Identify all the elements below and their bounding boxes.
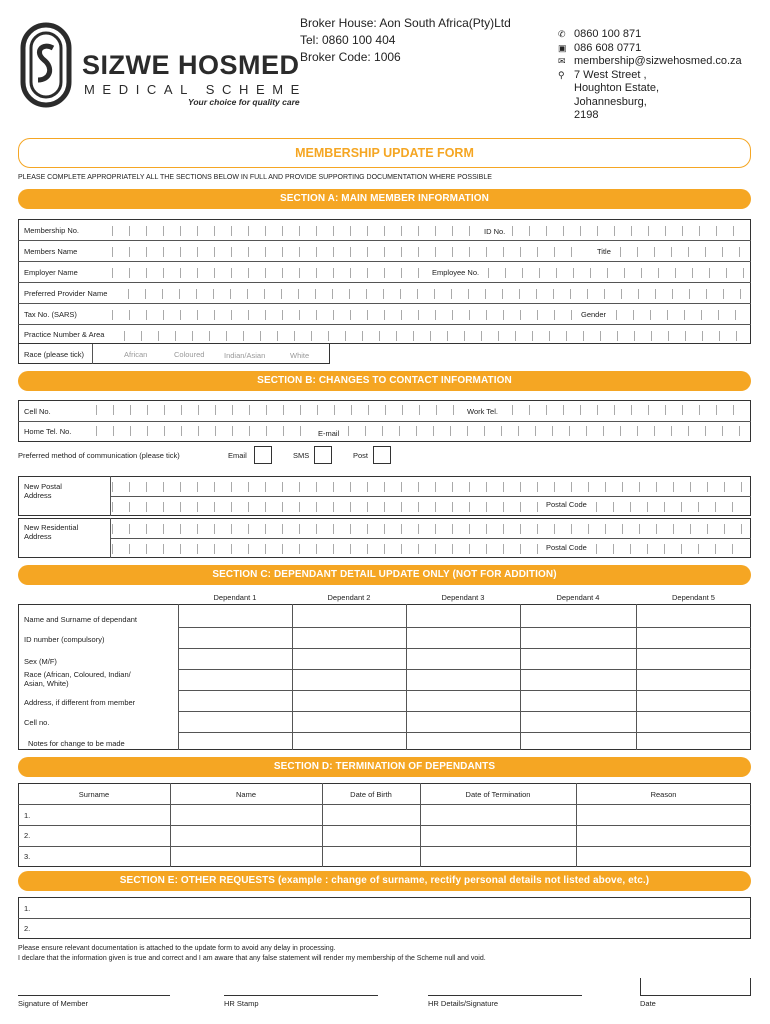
postal-address-label: New Postal [24,482,62,491]
section-e-header: SECTION E: OTHER REQUESTS (example : change of surname, rectify personal details not listed above, etc.) [18,871,751,891]
gender-input[interactable] [616,310,744,320]
members-name-input[interactable] [112,247,588,257]
tax-input[interactable] [112,310,572,320]
sms-option-label: SMS [293,451,310,460]
address-line: Houghton Estate, [574,82,660,94]
dependant-5-header: Dependant 5 [672,593,715,602]
address-line: Johannesburg, [574,95,647,108]
contact-email[interactable]: membership@sizwehosmed.co.za [574,55,742,67]
dependant-row-notes: Notes for change to be made [28,739,125,748]
logo-mark-icon [20,22,72,108]
dependant-3-header: Dependant 3 [441,593,485,602]
work-tel-input[interactable] [512,405,744,415]
section-d-header: SECTION D: TERMINATION OF DEPENDANTS [18,757,751,777]
address-line: 2198 [574,109,599,121]
preferred-method-label: Preferred method of communication (please tick) [18,451,180,460]
phone-icon: ✆ [558,29,566,39]
post-option-label: Post [353,451,369,460]
gender-label: Gender [581,310,607,319]
race-option-indian-asian[interactable]: Indian/Asian [224,351,266,360]
date-box[interactable] [640,978,751,996]
dependant-row-race: Race (African, Coloured, Indian/ [24,670,131,679]
col-dob: Date of Birth [350,790,392,799]
residential-address-label-2: Address [24,532,52,541]
id-no-input[interactable] [512,226,744,236]
logo-brand: SIZWE HOSMED [82,50,300,80]
postal-address-label-2: Address [24,491,52,500]
provider-input[interactable] [128,289,744,299]
fax-icon: ▣ [558,42,567,53]
email-label: E-mail [318,429,340,438]
title-input[interactable] [620,247,744,257]
col-surname: Surname [78,790,110,799]
membership-no-input[interactable] [112,226,472,236]
title-label: Title [597,247,611,256]
instruction: PLEASE COMPLETE APPROPRIATELY ALL THE SECTIONS BELOW IN FULL AND PROVIDE SUPPORTING DOCUMENTATION WHERE POSSIBLE [18,174,492,181]
dependant-4-header: Dependant 4 [556,593,600,602]
residential-address-input-1[interactable] [112,524,744,534]
dependant-1-header: Dependant 1 [213,593,257,602]
section-c-header: SECTION C: DEPENDANT DETAIL UPDATE ONLY (NOT FOR ADDITION) [18,565,751,585]
dependant-row-name: Name and Surname of dependant [24,615,137,624]
home-tel-label: Home Tel. No. [24,427,72,436]
email-icon: ✉ [558,56,566,66]
employee-no-input[interactable] [488,268,744,278]
broker-house: Broker House: Aon South Africa(Pty)Ltd [300,16,511,30]
practice-input[interactable] [124,331,744,341]
termination-row-number: 2. [24,831,31,840]
postal-code-input[interactable] [596,502,744,512]
location-pin-icon: ⚲ [558,69,565,80]
contact-info [558,28,742,123]
email-option-label: Email [228,451,247,460]
residential-postal-code-label: Postal Code [546,543,587,552]
section-a-header: SECTION A: MAIN MEMBER INFORMATION [18,189,751,209]
provider-label: Preferred Provider Name [24,289,108,298]
dependant-row-id: ID number (compulsory) [24,635,105,644]
broker-info [300,15,511,66]
email-input[interactable] [348,426,744,436]
dependant-row-cell: Cell no. [24,718,50,727]
home-tel-input[interactable] [96,426,312,436]
dependant-2-header: Dependant 2 [327,593,371,602]
post-checkbox[interactable] [373,446,391,464]
col-reason: Reason [650,790,677,799]
race-option-african[interactable]: African [124,350,148,359]
race-label: Race (please tick) [24,350,85,359]
tax-label: Tax No. (SARS) [24,310,77,319]
employee-no-label: Employee No. [432,268,480,277]
residential-address-input-2[interactable] [112,544,540,554]
form-title: MEMBERSHIP UPDATE FORM [295,146,474,160]
termination-row-number: 1. [24,811,31,820]
date-label: Date [640,999,656,1008]
cell-label: Cell No. [24,407,51,416]
members-name-label: Members Name [24,247,78,256]
race-option-white[interactable]: White [290,351,310,360]
employer-input[interactable] [112,268,424,278]
id-no-label: ID No. [484,227,506,236]
dependant-row-address: Address, if different from member [24,698,136,707]
section-b-header: SECTION B: CHANGES TO CONTACT INFORMATION [18,371,751,391]
logo-sub: MEDICAL SCHEME [84,82,307,97]
signature-member-label: Signature of Member [18,999,89,1008]
work-tel-label: Work Tel. [467,407,498,416]
practice-label: Practice Number & Area [24,330,105,339]
logo-tagline: Your choice for quality care [188,97,300,107]
contact-phone: 0860 100 871 [574,28,642,40]
membership-no-label: Membership No. [24,226,80,235]
documentation-note: Please ensure relevant documentation is attached to the update form to avoid any delay in processing. [18,945,336,952]
col-termination-date: Date of Termination [465,790,531,799]
postal-address-input-2[interactable] [112,502,540,512]
logo [20,22,307,112]
declaration-note: I declare that the information given is true and correct and I am aware that any false statement will render my membership of the Scheme null and void. [18,955,486,962]
hr-stamp-label: HR Stamp [224,999,259,1008]
dependant-row-race-2: Asian, White) [24,679,69,688]
other-request-row-number: 1. [24,904,31,913]
sms-checkbox[interactable] [314,446,332,464]
employer-label: Employer Name [24,268,78,277]
other-request-row-number: 2. [24,924,31,933]
contact-fax: 086 608 0771 [574,41,642,54]
postal-address-input-1[interactable] [112,482,744,492]
cell-input[interactable] [96,405,460,415]
address-line: 7 West Street , [574,68,647,81]
postal-code-label: Postal Code [546,500,587,509]
broker-tel: Tel: 0860 100 404 [300,33,396,47]
residential-postal-code-input[interactable] [596,544,744,554]
email-checkbox[interactable] [254,446,272,464]
dependant-row-sex: Sex (M/F) [24,657,57,666]
broker-code: Broker Code: 1006 [300,50,401,64]
race-option-coloured[interactable]: Coloured [174,350,205,359]
hr-details-label: HR Details/Signature [428,999,499,1008]
col-name: Name [235,790,256,799]
residential-address-label: New Residential [24,523,79,532]
termination-row-number: 3. [24,852,31,861]
